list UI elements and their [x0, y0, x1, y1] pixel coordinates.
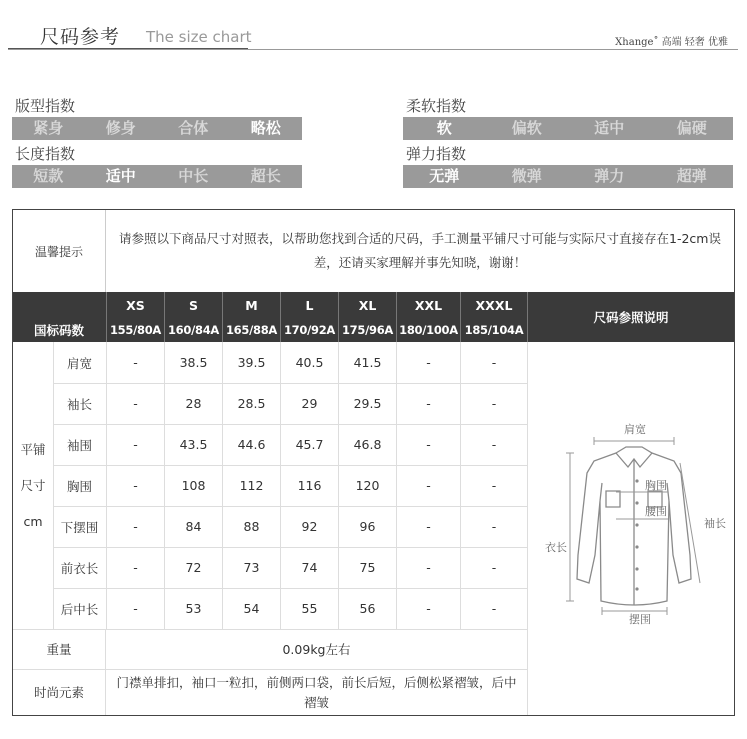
measure-value: 43.5 — [164, 424, 222, 465]
measure-group-line3: cm — [23, 513, 43, 529]
measure-value: 108 — [164, 465, 222, 506]
measure-value: - — [106, 588, 164, 629]
index-option: 软 — [436, 119, 452, 137]
measure-value: 75 — [338, 547, 396, 588]
softness-index-label: 柔软指数 — [406, 97, 467, 115]
measure-value: 53 — [164, 588, 222, 629]
measure-value: - — [460, 588, 527, 629]
measure-value: - — [460, 424, 527, 465]
intl-code: 170/92A — [280, 318, 338, 342]
measure-group-label — [13, 342, 53, 629]
measure-value: - — [106, 383, 164, 424]
index-option: 超长 — [250, 167, 281, 185]
weight-value: 0.09kg左右 — [282, 642, 351, 657]
measure-value: - — [106, 342, 164, 383]
measure-value: 88 — [222, 506, 280, 547]
measure-value: 40.5 — [280, 342, 338, 383]
measure-value: 38.5 — [164, 342, 222, 383]
index-option: 超弹 — [676, 167, 707, 185]
measure-value: - — [396, 342, 460, 383]
measure-value: 44.6 — [222, 424, 280, 465]
size-label: XXL — [396, 292, 460, 318]
measure-name: 袖长 — [66, 396, 92, 412]
style-text-line2: 褶皱 — [303, 695, 329, 710]
softness-index-bar — [403, 117, 733, 140]
index-option: 修身 — [105, 119, 136, 137]
brand-tagline: Xhange˚ 高端 轻奢 优雅 — [615, 37, 728, 48]
index-option: 无弹 — [429, 167, 460, 185]
fit-index-bar — [12, 117, 302, 140]
index-option: 偏软 — [511, 119, 542, 137]
measure-value: - — [460, 383, 527, 424]
index-option: 略松 — [250, 119, 281, 137]
measure-name: 后中长 — [60, 601, 99, 617]
measure-value: - — [106, 465, 164, 506]
style-text-line1: 门襟单排扣，袖口一粒扣，前侧两口袋，前长后短，后侧松紧褶皱，后中 — [116, 675, 517, 690]
length-index-label: 长度指数 — [15, 145, 76, 163]
measure-value: 96 — [338, 506, 396, 547]
index-option: 微弹 — [511, 167, 542, 185]
shirt-diagram — [528, 343, 733, 628]
measure-value: - — [396, 547, 460, 588]
measure-value: - — [396, 588, 460, 629]
intl-code: 160/84A — [164, 318, 222, 342]
size-label: S — [164, 292, 222, 318]
reference-title: 尺码参照说明 — [527, 292, 734, 342]
length-index-bar — [12, 165, 302, 188]
measure-value: 55 — [280, 588, 338, 629]
chest-label: 胸围 — [645, 479, 667, 492]
measure-value: 112 — [222, 465, 280, 506]
intl-size-label: 国标码数 — [13, 318, 105, 342]
measure-name: 袖围 — [66, 437, 92, 453]
measure-value: 120 — [338, 465, 396, 506]
measure-value: 54 — [222, 588, 280, 629]
index-option: 偏硬 — [676, 119, 707, 137]
measure-value: 72 — [164, 547, 222, 588]
shirt-outline-icon — [577, 447, 691, 605]
elasticity-index-bar — [403, 165, 733, 188]
index-option: 合体 — [178, 119, 209, 137]
measure-name: 下摆围 — [60, 519, 99, 535]
page-subtitle: The size chart — [146, 28, 252, 46]
measure-value: 29.5 — [338, 383, 396, 424]
index-option: 短款 — [33, 167, 64, 185]
waist-label: 腰围 — [645, 505, 667, 518]
measure-group-line1: 平铺 — [20, 441, 46, 457]
intl-code: 155/80A — [106, 318, 164, 342]
measure-value: 116 — [280, 465, 338, 506]
measure-value: 45.7 — [280, 424, 338, 465]
weight-label: 重量 — [46, 642, 72, 657]
index-option: 适中 — [594, 119, 625, 137]
tips-text-line2: 差，还请买家理解并事先知晓，谢谢！ — [313, 255, 527, 270]
measure-value: - — [460, 547, 527, 588]
measure-name: 肩宽 — [66, 355, 92, 371]
measure-name: 胸围 — [66, 478, 92, 494]
size-label: XS — [106, 292, 164, 318]
size-table — [12, 209, 735, 716]
index-option: 紧身 — [33, 119, 64, 137]
measure-value: - — [106, 547, 164, 588]
intl-code: 185/104A — [460, 318, 527, 342]
measure-value: 46.8 — [338, 424, 396, 465]
sleeve-label: 袖长 — [704, 517, 726, 530]
measure-lines — [566, 437, 700, 615]
index-option: 中长 — [178, 167, 209, 185]
measure-value: - — [396, 424, 460, 465]
measure-value: 73 — [222, 547, 280, 588]
index-option: 适中 — [105, 167, 136, 185]
measure-value: - — [396, 465, 460, 506]
measure-value: 84 — [164, 506, 222, 547]
measure-value: - — [460, 342, 527, 383]
fit-index-label: 版型指数 — [15, 97, 76, 115]
tips-label: 温馨提示 — [34, 244, 83, 259]
style-label: 时尚元素 — [33, 685, 84, 700]
size-label: XXXL — [460, 292, 527, 318]
page-title: 尺码参考 — [40, 26, 121, 48]
shirt-buttons — [635, 479, 638, 590]
measure-value: 28.5 — [222, 383, 280, 424]
size-label: L — [280, 292, 338, 318]
intl-code: 175/96A — [338, 318, 396, 342]
index-option: 弹力 — [594, 167, 625, 185]
header — [8, 18, 738, 50]
intl-code: 165/88A — [222, 318, 280, 342]
measure-value: - — [106, 424, 164, 465]
hem-label: 摆围 — [629, 613, 651, 626]
measure-value: - — [396, 506, 460, 547]
measure-value: - — [106, 506, 164, 547]
measure-value: 41.5 — [338, 342, 396, 383]
measure-value: - — [460, 506, 527, 547]
measure-value: 29 — [280, 383, 338, 424]
header-divider — [8, 49, 738, 50]
measure-value: 92 — [280, 506, 338, 547]
measure-value: 28 — [164, 383, 222, 424]
size-label: XL — [338, 292, 396, 318]
measure-value: 74 — [280, 547, 338, 588]
length-label: 衣长 — [545, 541, 567, 554]
measure-value: 39.5 — [222, 342, 280, 383]
divider — [105, 210, 106, 292]
measure-name: 前衣长 — [60, 560, 99, 576]
elasticity-index-label: 弹力指数 — [406, 145, 467, 163]
measure-group-line2: 尺寸 — [20, 477, 46, 493]
intl-code: 180/100A — [396, 318, 460, 342]
size-label: M — [222, 292, 280, 318]
measure-value: 56 — [338, 588, 396, 629]
tips-text-line1: 请参照以下商品尺寸对照表，以帮助您找到合适的尺码，手工测量平铺尺寸可能与实际尺寸直接存在1-2cm误 — [119, 231, 721, 246]
measure-value: - — [396, 383, 460, 424]
measure-value: - — [460, 465, 527, 506]
shoulder-label: 肩宽 — [624, 423, 646, 436]
